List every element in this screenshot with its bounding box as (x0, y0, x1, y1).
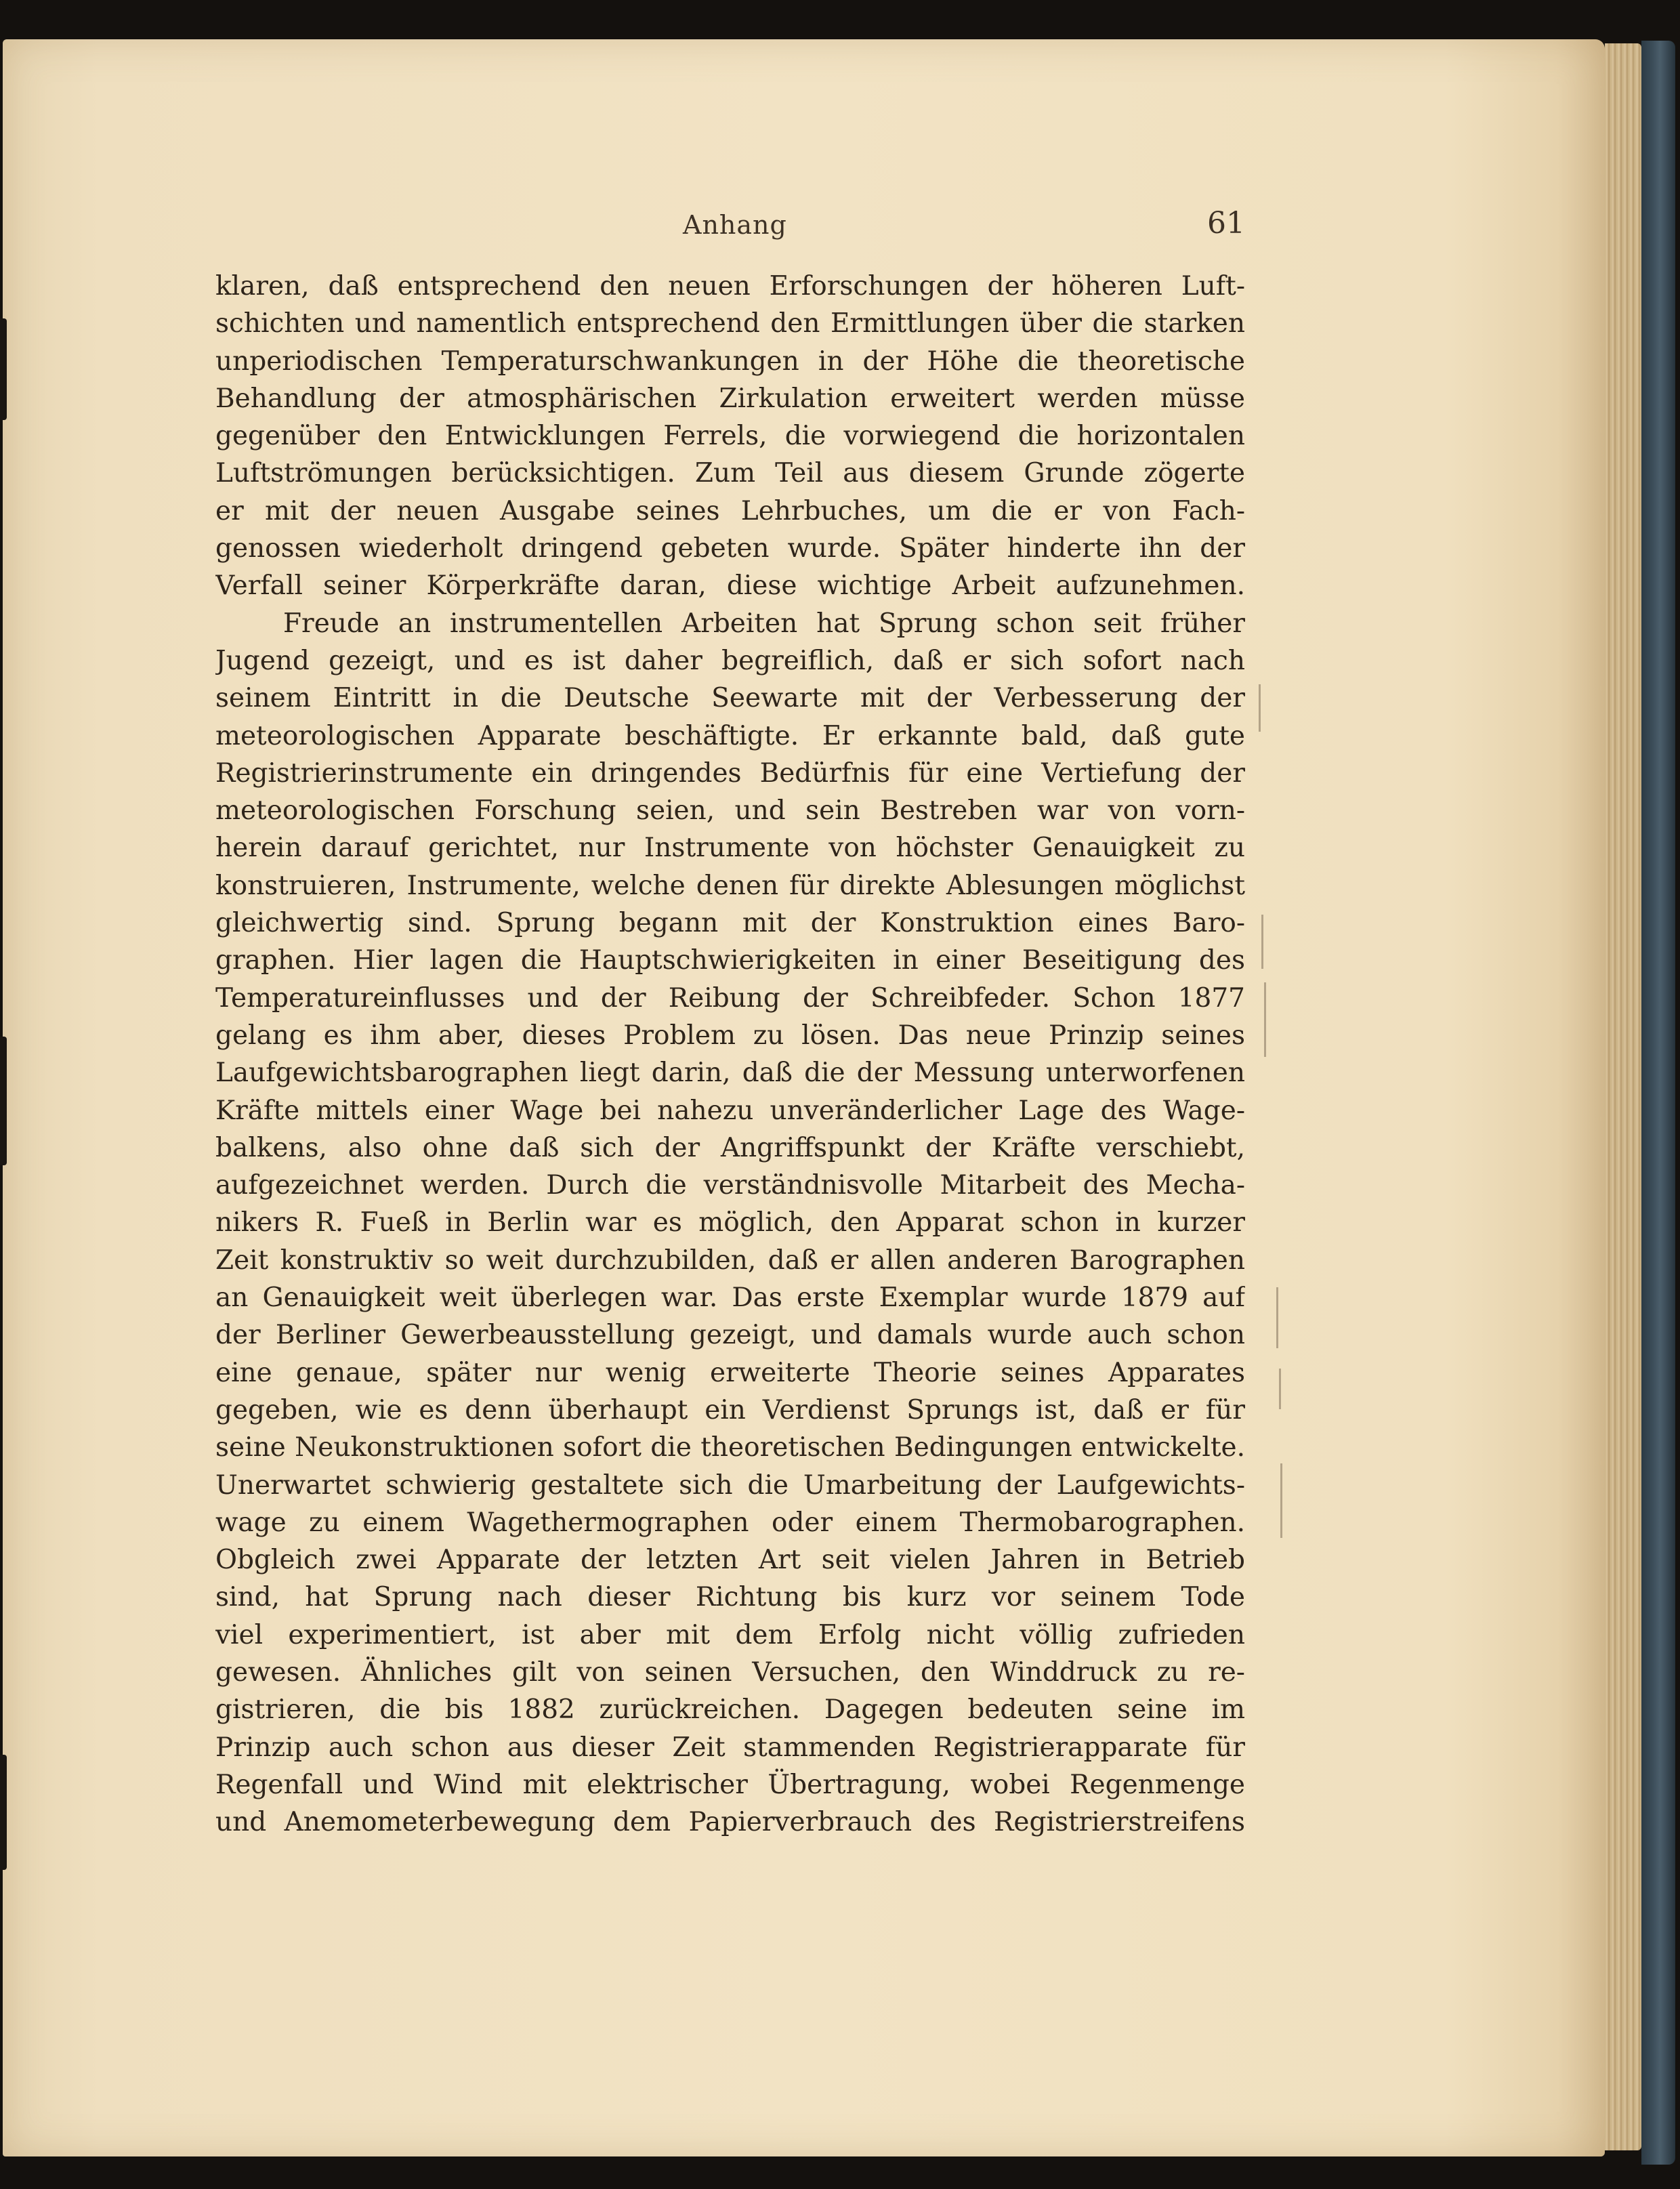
text-line: Jugend gezeigt, und es ist daher begreiflich, daß er sich sofort nach (215, 645, 1245, 676)
text-line: klaren, daß entsprechend den neuen Erforschungen der höheren Luft- (215, 271, 1245, 301)
text-line: Laufgewichtsbarographen liegt darin, daß die der Messung unterworfenen (215, 1058, 1245, 1089)
text-line: eine genaue, später nur wenig erweiterte Theorie seines Apparates (215, 1357, 1245, 1388)
text-line: gistrieren, die bis 1882 zurückreichen. Dagegen bedeuten seine im (215, 1694, 1245, 1726)
text-line: Prinzip auch schon aus dieser Zeit stammenden Registrierapparate für (215, 1732, 1245, 1763)
text-line: gegeben, wie es denn überhaupt ein Verdienst Sprungs ist, daß er für (215, 1394, 1245, 1425)
text-line: gewesen. Ähnliches gilt von seinen Versuchen, den Winddruck zu re- (215, 1656, 1245, 1688)
text-line: meteorologischen Forschung seien, und sein Bestreben war von vorn- (215, 795, 1245, 827)
text-line: unperiodischen Temperaturschwankungen in der Höhe die theoretische (215, 346, 1245, 377)
text-line: gleichwertig sind. Sprung begann mit der Konstruktion eines Baro- (215, 908, 1245, 939)
text-line: und Anemometerbewegung dem Papierverbrauch des Registrierstreifens (215, 1807, 1245, 1838)
text-line: Temperatureinflusses und der Reibung der Schreibfeder. Schon 1877 (215, 982, 1245, 1014)
text-line: Regenfall und Wind mit elektrischer Übertragung, wobei Regenmenge (215, 1769, 1245, 1800)
page-number: 61 (1207, 206, 1245, 241)
text-line-paragraph-start: Freude an instrumentellen Arbeiten hat Sprung schon seit früher (283, 608, 1245, 639)
text-line: an Genauigkeit weit überlegen war. Das erste Exemplar wurde 1879 auf (215, 1283, 1245, 1314)
text-line: meteorologischen Apparate beschäftigte. Er erkannte bald, daß gute (215, 720, 1245, 751)
page-fore-edge (1605, 43, 1641, 2150)
text-line: der Berliner Gewerbeausstellung gezeigt, und damals wurde auch schon (215, 1320, 1245, 1351)
margin-pencil-mark (1276, 1287, 1278, 1348)
text-line: viel experimentiert, ist aber mit dem Erfolg nicht völlig zufrieden (215, 1619, 1245, 1650)
text-line: Registrierinstrumente ein dringendes Bedürfnis für eine Vertiefung der (215, 757, 1245, 789)
text-line: genossen wiederholt dringend gebeten wurde. Später hinderte ihn der (215, 533, 1245, 564)
binding-mark (0, 1755, 7, 1870)
text-line: konstruieren, Instrumente, welche denen für direkte Ablesungen möglichst (215, 870, 1245, 901)
margin-pencil-mark (1261, 915, 1263, 969)
body-text (215, 268, 1245, 1841)
text-line: schichten und namentlich entsprechend den Ermittlungen über die starken (215, 308, 1245, 339)
text-line: seinem Eintritt in die Deutsche Seewarte mit der Verbesserung der (215, 683, 1245, 714)
book-cover-edge (1641, 41, 1675, 2165)
text-line: Unerwartet schwierig gestaltete sich die Umarbeitung der Laufgewichts- (215, 1469, 1245, 1501)
text-line: Luftströmungen berücksichtigen. Zum Teil aus diesem Grunde zögerte (215, 458, 1245, 489)
margin-pencil-mark (1279, 1369, 1281, 1409)
text-line: Kräfte mittels einer Wage bei nahezu unveränderlicher Lage des Wage- (215, 1095, 1245, 1126)
text-line: wage zu einem Wagethermographen oder einem Thermobarographen. (215, 1507, 1245, 1538)
text-line: gelang es ihm aber, dieses Problem zu lösen. Das neue Prinzip seines (215, 1020, 1245, 1051)
text-line: sind, hat Sprung nach dieser Richtung bis kurz vor seinem Tode (215, 1582, 1245, 1613)
text-line: Zeit konstruktiv so weit durchzubilden, daß er allen anderen Barographen (215, 1245, 1245, 1276)
running-head-title: Anhang (683, 210, 787, 240)
text-line: herein darauf gerichtet, nur Instrumente von höchster Genauigkeit zu (215, 833, 1245, 864)
text-line: seine Neukonstruktionen sofort die theoretischen Bedingungen entwickelte. (215, 1432, 1245, 1463)
text-line: nikers R. Fueß in Berlin war es möglich, den Apparat schon in kurzer (215, 1207, 1245, 1238)
text-line: graphen. Hier lagen die Hauptschwierigkeiten in einer Beseitigung des (215, 945, 1245, 976)
text-line: Behandlung der atmosphärischen Zirkulation erweitert werden müsse (215, 383, 1245, 414)
text-line: er mit der neuen Ausgabe seines Lehrbuches, um die er von Fach- (215, 495, 1245, 526)
text-line: balkens, also ohne daß sich der Angriffspunkt der Kräfte verschiebt, (215, 1132, 1245, 1163)
text-line: gegenüber den Entwicklungen Ferrels, die vorwiegend die horizontalen (215, 421, 1245, 452)
margin-pencil-mark (1280, 1463, 1282, 1538)
margin-pencil-mark (1264, 982, 1266, 1057)
text-line: Obgleich zwei Apparate der letzten Art seit vielen Jahren in Betrieb (215, 1545, 1245, 1576)
margin-pencil-mark (1259, 684, 1261, 732)
running-head (215, 203, 1245, 251)
text-line: aufgezeichnet werden. Durch die verständnisvolle Mitarbeit des Mecha- (215, 1170, 1245, 1201)
text-line: Verfall seiner Körperkräfte daran, diese wichtige Arbeit aufzunehmen. (215, 570, 1245, 602)
binding-mark (0, 318, 7, 420)
binding-mark (0, 1037, 7, 1165)
